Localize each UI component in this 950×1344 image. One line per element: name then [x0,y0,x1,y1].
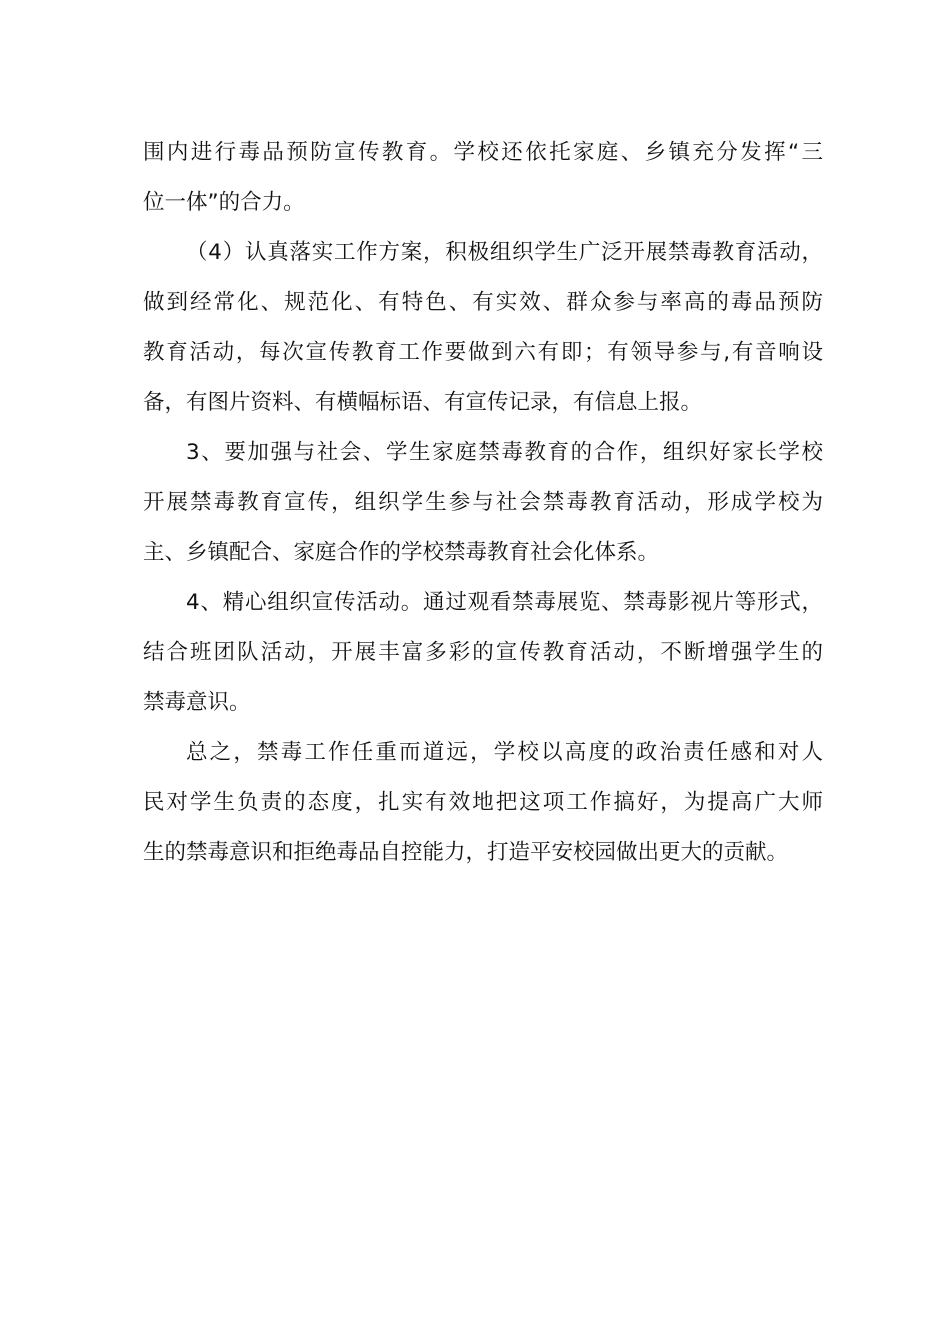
paragraph-item-4 [143,228,823,428]
paragraph-line: 做到经常化、规范化、有特色、有实效、群众参与率高的毒品预防 [143,290,823,315]
paragraph-line: 民对学生负责的态度，扎实有效地把这项工作搞好，为提高广大师 [143,790,823,815]
paragraph-line: 教育活动，每次宣传教育工作要做到六有即；有领导参与,有音响设 [143,340,823,365]
paragraph-line: 围内进行毒品预防宣传教育。学校还依托家庭、乡镇充分发挥“三 [143,140,823,165]
paragraph-line: 开展禁毒教育宣传，组织学生参与社会禁毒教育活动，形成学校为 [143,490,823,515]
paragraph-point-4 [143,578,823,728]
paragraph-continuation [143,128,823,228]
paragraph-line: 总之，禁毒工作任重而道远，学校以高度的政治责任感和对人 [186,740,823,765]
paragraph-line: 备，有图片资料、有横幅标语、有宣传记录，有信息上报。 [143,390,703,415]
paragraph-line: 位一体”的合力。 [143,190,305,215]
paragraph-line: 结合班团队活动，开展丰富多彩的宣传教育活动，不断增强学生的 [143,640,823,665]
paragraph-line: 3、要加强与社会、学生家庭禁毒教育的合作，组织好家长学校 [186,440,823,465]
paragraph-line: 生的禁毒意识和拒绝毒品自控能力，打造平安校园做出更大的贡献。 [143,840,789,865]
document-body [143,128,823,878]
paragraph-point-3 [143,428,823,578]
paragraph-conclusion [143,728,823,878]
paragraph-line: （4）认真落实工作方案，积极组织学生广泛开展禁毒教育活动， [186,240,823,265]
paragraph-line: 4、精心组织宣传活动。通过观看禁毒展览、禁毒影视片等形式， [186,590,823,615]
paragraph-line: 主、乡镇配合、家庭合作的学校禁毒教育社会化体系。 [143,540,660,565]
paragraph-line: 禁毒意识。 [143,690,251,715]
